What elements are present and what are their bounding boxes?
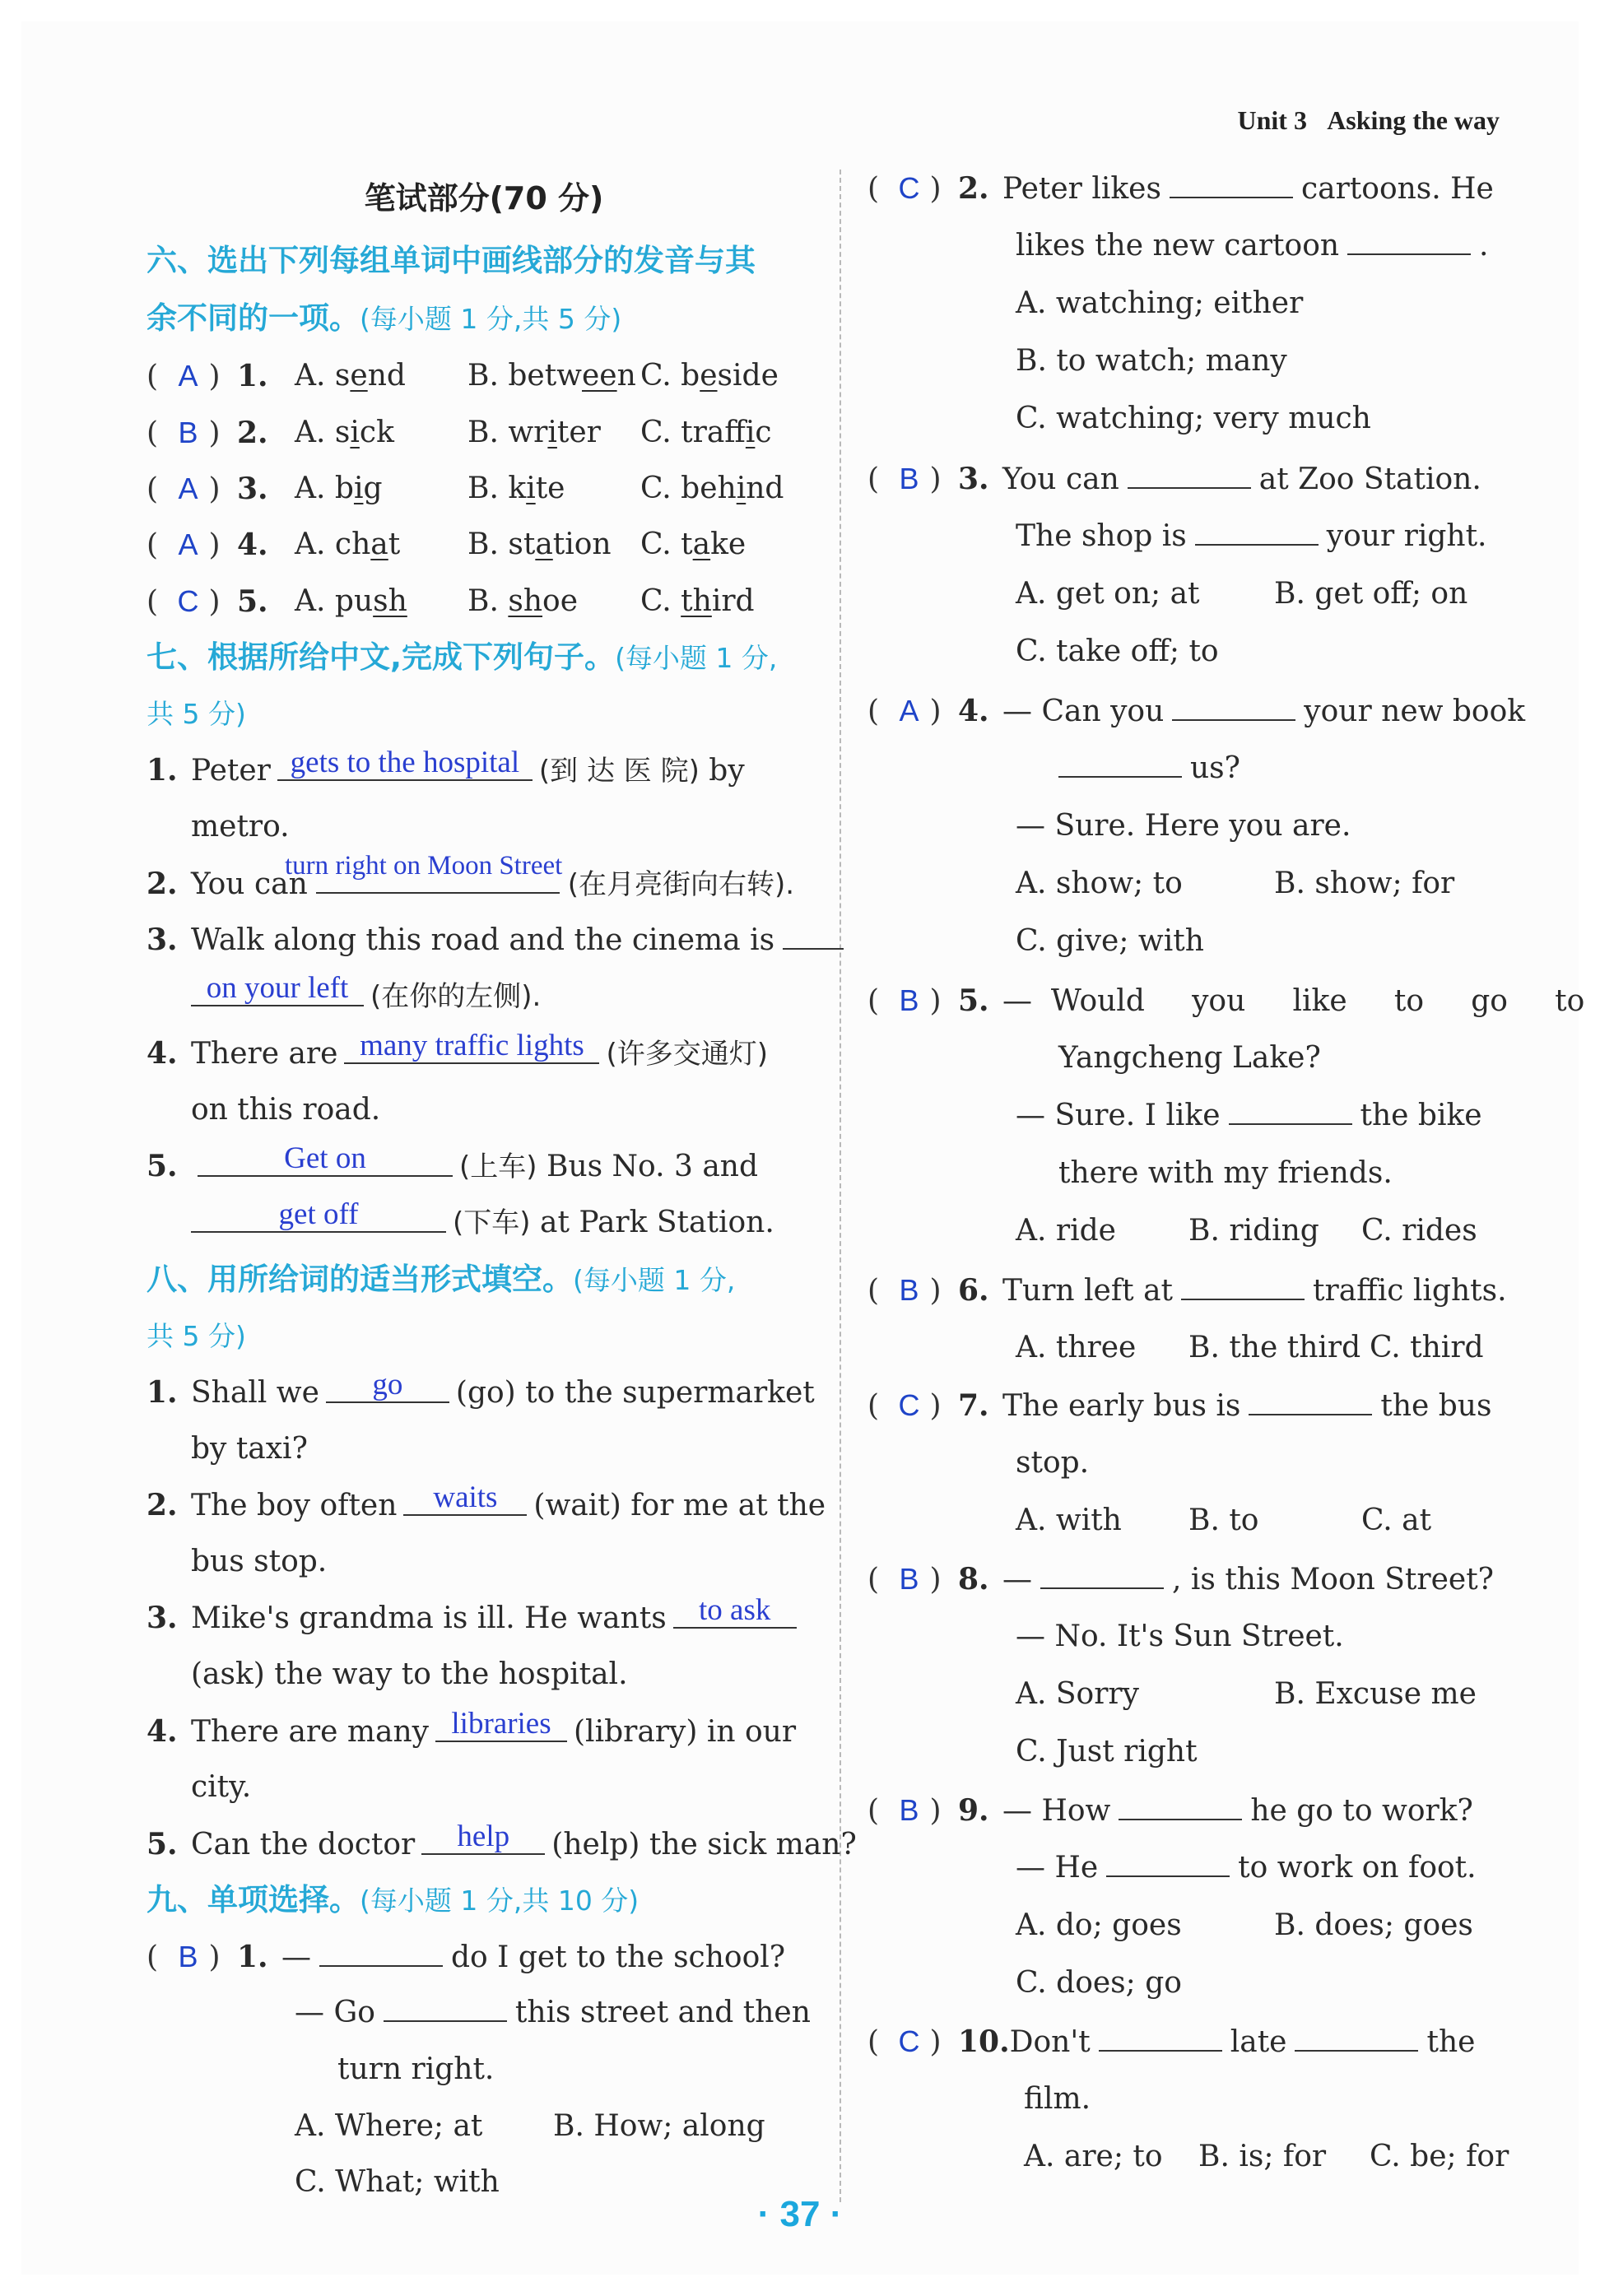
s9-q5-line4: there with my friends. <box>1058 1156 1393 1190</box>
s9-q10: ( C ) 10.Don't late the <box>867 2013 1547 2071</box>
s9-q5-options: A. ride B. riding C. rides <box>1016 1214 1477 1248</box>
section8-heading: 八、用所给词的适当形式填空。(每小题 1 分, <box>147 1262 736 1297</box>
s8-q1-cont: by taxi? <box>191 1432 308 1466</box>
answer-fill: waits <box>403 1481 527 1516</box>
answer-fill: on your left <box>191 972 364 1006</box>
answer-fill: turn right on Moon Street <box>285 851 563 881</box>
answer-fill: to ask <box>673 1594 797 1629</box>
answer: B <box>899 983 919 1017</box>
s8-q3-cont: (ask) the way to the hospital. <box>191 1657 628 1691</box>
s9-q2: ( C ) 2. Peter likes cartoons. He <box>867 160 1547 217</box>
s9-q8-options: A. Sorry B. Excuse me <box>1016 1677 1477 1711</box>
answer: B <box>899 1793 919 1827</box>
s7-q5-cont: get off (下车) at Park Station. <box>191 1194 821 1252</box>
page-number: · 37 · <box>757 2194 843 2234</box>
s8-q1: 1. Shall we go (go) to the supermarket <box>147 1368 815 1410</box>
s9-q6-options: A. three B. the third C. third <box>1016 1331 1484 1364</box>
s7-q5: 5. Get on (上车) Bus No. 3 and <box>147 1141 759 1183</box>
s9-q2-line2: likes the new cartoon . <box>1016 217 1547 275</box>
s9-q10-line2: film. <box>1024 2082 1091 2116</box>
s9-q1-option-c: C. What; with <box>295 2165 500 2199</box>
s8-q3: 3. Mike's grandma is ill. He wants to ask <box>147 1589 821 1647</box>
s9-q1-line3: turn right. <box>337 2052 495 2086</box>
section9-heading: 九、单项选择。(每小题 1 分,共 10 分) <box>147 1882 640 1917</box>
answer: B <box>178 1940 198 1973</box>
s9-q4: ( A ) 4. — Can you your new book <box>867 682 1547 740</box>
answer: B <box>899 1273 919 1307</box>
s9-q4-options: A. show; to B. show; for <box>1016 867 1455 900</box>
s9-q7: ( C ) 7. The early bus is the bus <box>867 1377 1547 1434</box>
s7-q1: 1. Peter gets to the hospital (到 达 医 院) by <box>147 746 745 788</box>
s9-q9-option-c: C. does; go <box>1016 1966 1182 2000</box>
s9-q3: ( B ) 3. You can at Zoo Station. <box>867 450 1547 508</box>
s9-q3-line2: The shop is your right. <box>1016 508 1547 565</box>
section7-heading: 七、根据所给中文,完成下列句子。(每小题 1 分, <box>147 639 778 675</box>
s7-q4: 4. There are many traffic lights (许多交通灯) <box>147 1029 768 1071</box>
s9-q2-option-a: A. watching; either <box>1016 286 1304 320</box>
s8-q5: 5. Can the doctor help (help) the sick man? <box>147 1820 857 1861</box>
s8-q2-cont: bus stop. <box>191 1545 328 1578</box>
s9-q4-line2: us? <box>1058 740 1547 797</box>
header-unit: Unit 3 <box>1237 105 1307 135</box>
section7-heading-2: 共 5 分) <box>147 698 246 730</box>
s9-q1-line2: — Go this street and then <box>295 1984 821 2042</box>
s7-q3-cont: on your left (在你的左侧). <box>191 968 821 1025</box>
s8-q4: 4. There are many libraries (library) in our <box>147 1707 797 1749</box>
s6-item-1: ( A ) 1. A. send B. between C. beside <box>147 347 821 405</box>
s6-item-3: ( A ) 3. A. big B. kite C. behind <box>147 460 821 518</box>
answer: C <box>177 584 199 618</box>
s9-q2-option-c: C. watching; very much <box>1016 402 1371 435</box>
answer: A <box>178 359 198 393</box>
answer-fill: Get on <box>198 1142 453 1177</box>
s9-q1: ( B ) 1. — do I get to the school? <box>147 1928 821 1986</box>
page-header <box>1238 105 1500 136</box>
s9-q2-option-b: B. to watch; many <box>1016 344 1287 378</box>
s9-q3-option-c: C. take off; to <box>1016 634 1219 668</box>
answer: A <box>178 472 198 505</box>
answer: B <box>178 416 198 449</box>
s6-item-2: ( B ) 2. A. sick B. writer C. traffic <box>147 404 821 462</box>
s9-q1-options: A. Where; at B. How; along <box>295 2109 765 2143</box>
s7-q3: 3. Walk along this road and the cinema is <box>147 911 821 969</box>
s9-q9-line2: — He to work on foot. <box>1016 1839 1547 1897</box>
answer: C <box>898 171 920 205</box>
s9-q8-line2: — No. It's Sun Street. <box>1016 1620 1344 1653</box>
answer-fill: many traffic lights <box>344 1029 599 1064</box>
s9-q4-option-c: C. give; with <box>1016 924 1204 958</box>
s9-q9-options: A. do; goes B. does; goes <box>1016 1908 1473 1942</box>
answer: B <box>899 1562 919 1596</box>
s8-q4-cont: city. <box>191 1770 252 1804</box>
column-divider <box>840 170 841 2202</box>
section8-heading-2: 共 5 分) <box>147 1320 246 1352</box>
answer: C <box>898 1388 920 1422</box>
answer: C <box>898 2024 920 2058</box>
answer-fill: gets to the hospital <box>277 746 533 781</box>
written-part-title: 笔试部分(70 分) <box>364 180 604 216</box>
s7-q1-cont: metro. <box>191 810 290 844</box>
s7-q2: 2. You can (在月亮街向右转). turn right on Moon Street <box>147 855 821 913</box>
answer-fill: libraries <box>435 1708 567 1742</box>
answer: A <box>178 528 198 561</box>
answer: B <box>899 462 919 495</box>
s9-q6: ( B ) 6. Turn left at traffic lights. <box>867 1262 1547 1319</box>
s8-q2: 2. The boy often waits (wait) for me at the <box>147 1480 826 1522</box>
s9-q5: ( B ) 5. — Would you like to go to <box>867 972 1547 1029</box>
header-title: Asking the way <box>1327 105 1500 135</box>
s7-q4-cont: on this road. <box>191 1093 381 1127</box>
section6-heading-2: 余不同的一项。(每小题 1 分,共 5 分) <box>147 300 622 336</box>
s9-q7-options: A. with B. to C. at <box>1016 1504 1432 1537</box>
s6-item-5: ( C ) 5. A. push B. shoe C. third <box>147 573 821 630</box>
answer: A <box>899 694 919 727</box>
section6-heading: 六、选出下列每组单词中画线部分的发音与其 <box>147 243 756 278</box>
s6-item-4: ( A ) 4. A. chat B. station C. take <box>147 516 821 574</box>
s9-q5-line2: Yangcheng Lake? <box>1058 1041 1321 1075</box>
s9-q4-line3: — Sure. Here you are. <box>1016 809 1351 843</box>
s9-q7-line2: stop. <box>1016 1446 1090 1480</box>
s9-q10-options: A. are; to B. is; for C. be; for <box>1024 2140 1509 2173</box>
s9-q3-options: A. get on; at B. get off; on <box>1016 577 1468 611</box>
answer-fill: go <box>326 1369 449 1403</box>
s9-q8-option-c: C. Just right <box>1016 1735 1198 1768</box>
s9-q8: ( B ) 8. — , is this Moon Street? <box>867 1550 1547 1608</box>
s9-q5-line3: — Sure. I like the bike <box>1016 1087 1547 1145</box>
worksheet-page <box>21 21 1585 2275</box>
answer-fill: get off <box>191 1198 446 1233</box>
answer-fill: help <box>421 1820 545 1855</box>
s9-q9: ( B ) 9. — How he go to work? <box>867 1782 1547 1839</box>
